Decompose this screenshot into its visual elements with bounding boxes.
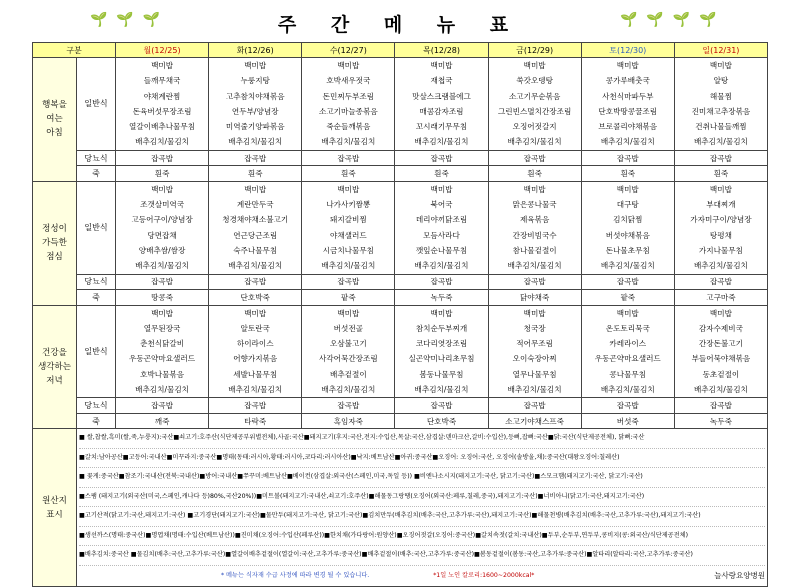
- diabetic-cell: 잡곡밥: [302, 150, 395, 166]
- menu-item: 배추김치/물김치: [600, 385, 655, 395]
- menu-item: 야채계란찜: [143, 91, 181, 101]
- porridge-diet-label: 죽: [77, 290, 116, 306]
- menu-item: 배추김치/물김치: [135, 137, 190, 147]
- menu-item: 사천식마파두부: [602, 91, 654, 101]
- menu-item: 백미밥: [430, 308, 453, 318]
- diabetic-cell: 잡곡밥: [302, 398, 395, 414]
- page-title: 주 간 메 뉴 표: [277, 14, 523, 36]
- menu-item: 매콤감자조림: [419, 106, 464, 116]
- menu-item: 누룽지탕: [240, 76, 270, 86]
- menu-item: 탕평채: [709, 230, 732, 240]
- menu-item: 적어무조림: [516, 339, 553, 349]
- origin-line: ■ 꽃게:중국산■참조기:국내산(전북:국내산)■방어:국내산■쭈꾸미:베트남산■베이컨(삼겹살:외국산(스페인,미국,독일 등)) ■비엔나소시지(돼지고기:국산, 닭고기:국산)■스모크햄(돼지고기:국산, 닭고기:국산): [79, 468, 765, 488]
- menu-item: 조갯살미역국: [140, 200, 185, 210]
- page-header: [0, 0, 800, 42]
- menu-cell: [395, 181, 488, 274]
- menu-item: 참나물겉절이: [512, 245, 557, 255]
- menu-item: 단호박땅콩꿀조림: [598, 106, 658, 116]
- menu-cell: [674, 305, 767, 398]
- meal-porridge-row: [33, 166, 768, 182]
- menu-item: 백미밥: [151, 61, 174, 70]
- meal-label: [33, 305, 77, 429]
- menu-item: 청경채야채소불고기: [222, 215, 289, 225]
- origin-line: ■고기산적(닭고기:국산,돼지고기:국산) ■고기경단(돼지고기:국산)■물만두(돼지고기:국산, 닭고기:국산)■김치만두(배추김치(배추:국산,고추가루:국산),돼지고기:국산)■해물천병(배추김치(배추:국산,고추가루:국산),돼지고기:국산): [79, 507, 765, 527]
- diabetic-cell: 잡곡밥: [488, 398, 581, 414]
- diabetic-cell: 잡곡밥: [488, 274, 581, 290]
- menu-item: 어향가지볶음: [233, 354, 278, 364]
- origin-label-line: 원산지: [42, 495, 67, 506]
- porridge-cell: 땅콩죽: [116, 290, 209, 306]
- origin-line: ■ 쌀,찹쌀,흑미(쌀,죽,누룽지):국산■쇠고기:호주산(식단제공부위별전체),사골:국산■돼지고기(후지:국산,전지:수입산,목살:국산,삼겹살:덴마크산,갈비:수입산),등뼈,잡뼈:국산■닭:국산(식단제공전체), 닭뼈:국산: [79, 429, 765, 449]
- meal-label-line: 아침: [46, 128, 63, 139]
- menu-item: 대구탕: [616, 200, 639, 210]
- menu-item: 부들어묵야채볶음: [691, 354, 751, 364]
- menu-item: 맛살스크램블에그: [412, 91, 471, 101]
- menu-item: 배추김치/물김치: [228, 137, 283, 147]
- porridge-cell: 고구마죽: [674, 290, 767, 306]
- menu-item: 백미밥: [430, 61, 453, 70]
- menu-item: 백미밥: [244, 184, 267, 194]
- day-header-fri: 금(12/29): [488, 43, 581, 58]
- day-header-thu: 목(12/28): [395, 43, 488, 58]
- meal-label-line: 가득한: [42, 238, 67, 249]
- menu-cell: [488, 58, 581, 151]
- menu-item: 배추겉절이: [330, 369, 367, 379]
- menu-item: 우동곤약마요샐러드: [594, 354, 661, 364]
- menu-item: 당면잡채: [147, 230, 177, 240]
- diabetic-cell: 잡곡밥: [581, 274, 674, 290]
- origin-line: ■배추김치:중국산 ■물김치(배추:국산,고추가루:국산)■열갈이배추겉절이(열갈이:국산,고추가루:중국산)■배추겉절이(배추:국산,고추가루:중국산)■봄동겉절이(봄동:국산,고추가루:중국산)■알타리(알타리:국산,고추가루:중국산): [79, 546, 765, 566]
- menu-item: 배추김치/물김치: [693, 261, 748, 271]
- porridge-cell: 소고기야채스프죽: [488, 413, 581, 429]
- porridge-cell: 닭야채죽: [488, 290, 581, 306]
- menu-item: 백미밥: [709, 61, 732, 70]
- meal-diabetic-row: [33, 150, 768, 166]
- menu-item: 버섯야채볶음: [605, 230, 650, 240]
- menu-item: 백미밥: [616, 308, 639, 318]
- menu-item: 세발나물무침: [233, 369, 278, 379]
- menu-item: 꼬시래기무무침: [415, 122, 468, 132]
- diabetic-cell: 잡곡밥: [395, 274, 488, 290]
- day-header-wed: 수(12/27): [302, 43, 395, 58]
- menu-item: 열갈이배추나물무침: [129, 122, 196, 132]
- porridge-cell: 흰죽: [674, 166, 767, 182]
- menu-item: 배추김치/물김치: [507, 385, 562, 395]
- menu-item: 사각어묵간장조림: [319, 354, 378, 364]
- menu-item: 배추김치/물김치: [135, 385, 190, 395]
- meal-diabetic-row: [33, 274, 768, 290]
- menu-item: 봄동나물무침: [419, 369, 464, 379]
- menu-item: 백미밥: [337, 308, 360, 318]
- menu-item: 백미밥: [523, 184, 546, 194]
- menu-item: 코다리엿장조림: [415, 339, 468, 349]
- menu-item: 숙주나물무침: [233, 245, 278, 255]
- calorie-note: *1일 노인 칼로리:1600~2000kcal*: [433, 571, 535, 579]
- meal-general-row: [33, 305, 768, 398]
- menu-item: 백미밥: [244, 308, 267, 318]
- diabetic-cell: 잡곡밥: [302, 274, 395, 290]
- menu-item: 열무된장국: [143, 323, 181, 333]
- diabetic-cell: 잡곡밥: [581, 150, 674, 166]
- general-diet-label: 일반식: [77, 58, 116, 151]
- general-diet-label: 일반식: [77, 181, 116, 274]
- menu-item: 백미밥: [337, 184, 360, 194]
- menu-cell: [674, 181, 767, 274]
- diabetic-cell: 잡곡밥: [674, 150, 767, 166]
- diabetic-cell: 잡곡밥: [116, 398, 209, 414]
- menu-item: 실곤약미나리초무침: [408, 354, 475, 364]
- meal-label-line: 행복을: [42, 100, 67, 111]
- menu-item: 열무나물무침: [512, 369, 557, 379]
- porridge-diet-label: 죽: [77, 413, 116, 429]
- menu-item: 오삼불고기: [330, 339, 367, 349]
- diabetic-diet-label: 당뇨식: [77, 150, 116, 166]
- menu-item: 오이숙장아찌: [512, 354, 557, 364]
- diabetic-cell: 잡곡밥: [674, 398, 767, 414]
- weekly-menu-table: [32, 42, 768, 587]
- meal-general-row: [33, 181, 768, 274]
- menu-item: 배추김치/물김치: [321, 261, 376, 271]
- menu-cell: [302, 305, 395, 398]
- menu-cell: [116, 181, 209, 274]
- menu-cell: [116, 305, 209, 398]
- menu-item: 죽순들깨볶음: [326, 122, 371, 132]
- menu-item: 호박새우젓국: [326, 76, 371, 86]
- menu-item: 배추김치/물김치: [414, 261, 469, 271]
- menu-item: 하이라이스: [236, 339, 274, 349]
- menu-cell: [581, 305, 674, 398]
- diabetic-cell: 잡곡밥: [209, 150, 302, 166]
- porridge-cell: 타락죽: [209, 413, 302, 429]
- menu-item: 백미밥: [523, 61, 546, 70]
- menu-item: 배추김치/물김치: [414, 137, 469, 147]
- menu-item: 돼지갈비찜: [330, 215, 367, 225]
- menu-item: 연근당근조림: [233, 230, 278, 240]
- menu-cell: [395, 58, 488, 151]
- menu-item: 백미밥: [151, 184, 174, 194]
- porridge-cell: 흑임자죽: [302, 413, 395, 429]
- porridge-cell: 녹두죽: [395, 290, 488, 306]
- menu-item: 배추김치/물김치: [414, 385, 469, 395]
- meal-label: [33, 181, 77, 305]
- menu-item: 백미밥: [616, 61, 639, 70]
- porridge-diet-label: 죽: [77, 166, 116, 182]
- menu-cell: [581, 58, 674, 151]
- menu-item: 백미밥: [337, 61, 360, 70]
- menu-item: 간장비빔국수: [512, 230, 557, 240]
- porridge-cell: 팥죽: [302, 290, 395, 306]
- diabetic-diet-label: 당뇨식: [77, 398, 116, 414]
- menu-item: 춘천식닭갈비: [140, 339, 185, 349]
- meal-label-line: 정성이: [42, 224, 67, 235]
- menu-cell: [209, 181, 302, 274]
- menu-cell: [395, 305, 488, 398]
- menu-item: 김치닭찜: [613, 215, 643, 225]
- menu-body: [33, 58, 768, 429]
- menu-change-note: * 메뉴는 식자재 수급 사정에 따라 변경 될 수 있습니다.: [220, 571, 370, 579]
- menu-item: 건취나물들깨찜: [695, 122, 747, 132]
- gubun-header: 구분: [33, 43, 116, 58]
- menu-item: 배추김치/물김치: [600, 137, 655, 147]
- menu-cell: [488, 181, 581, 274]
- menu-item: 알탕: [713, 76, 729, 86]
- menu-item: 소고기무순볶음: [508, 91, 561, 101]
- porridge-cell: 흰죽: [302, 166, 395, 182]
- porridge-cell: 흰죽: [581, 166, 674, 182]
- menu-item: 배추김치/물김치: [321, 137, 376, 147]
- menu-item: 온도토리묵국: [605, 323, 650, 333]
- menu-item: 해물찜: [709, 91, 732, 101]
- menu-item: 부대찌개: [706, 200, 736, 210]
- menu-item: 미역줄기양파볶음: [225, 122, 285, 132]
- porridge-cell: 흰죽: [116, 166, 209, 182]
- menu-item: 나가사키짬뽕: [326, 200, 371, 210]
- menu-item: 백미밥: [151, 308, 174, 318]
- porridge-cell: 버섯죽: [581, 413, 674, 429]
- meal-diabetic-row: [33, 398, 768, 414]
- menu-cell: [209, 305, 302, 398]
- origin-line: ■생선까스(명태:중국산)■명엽채(명태:수입산(베트남산))■진미채(오징어:수입산(페루산))■한치채(가다랑어:원양산)■오징어젓갈(오징어:중국산)■갈치속젓(갈치:국내산)■두부,순두부,연두부,콩비지(콩:외국산/식단제공전체): [79, 527, 765, 547]
- menu-item: 백미밥: [709, 184, 732, 194]
- diabetic-cell: 잡곡밥: [674, 274, 767, 290]
- day-header-sun: 일(12/31): [674, 43, 767, 58]
- diabetic-cell: 잡곡밥: [209, 398, 302, 414]
- menu-item: 고등어구이/양념장: [131, 215, 193, 225]
- porridge-cell: 깨죽: [116, 413, 209, 429]
- porridge-cell: 흰죽: [209, 166, 302, 182]
- menu-item: 양배추쌈/쌈장: [138, 245, 186, 255]
- porridge-cell: 녹두죽: [674, 413, 767, 429]
- meal-label-line: 건강을: [42, 347, 67, 358]
- menu-item: 동초겉절이: [702, 369, 740, 379]
- menu-item: 백미밥: [709, 308, 732, 318]
- origin-line: ■갈치:남아공산■고등어:국내산■미꾸라지:중국산■명태(동태:러시아,황태:러시아,코다리:러시아산)■낙지:베트남산■아귀:중국산■오징어: 오징어:국산, 오징어(솔방울,채):중국산(대왕오징어:칠레산): [79, 449, 765, 469]
- origin-label: [33, 429, 77, 587]
- menu-item: 그린빈스멸치간장조림: [497, 106, 572, 116]
- meal-label-line: 생각하는: [38, 361, 71, 372]
- meal-label-line: 점심: [46, 252, 63, 263]
- menu-item: 깻잎순나물무침: [415, 245, 468, 255]
- origin-line: ■스팸 (돼지고기(외국산(미국,스페인,캐나다 등)80%,국산20%))■미트볼(돼지고기:국내산,쇠고기:호주산)■해물동그랑땡(오징어(외국산:페루,칠레,중국),돼지고기:국산)■너비아니(닭고기:국산,돼지고기:국산): [79, 488, 765, 508]
- diabetic-cell: 잡곡밥: [209, 274, 302, 290]
- diabetic-diet-label: 당뇨식: [77, 274, 116, 290]
- menu-item: 콩나물무침: [609, 369, 647, 379]
- menu-item: 맑은콩나물국: [512, 200, 557, 210]
- menu-item: 배추김치/물김치: [507, 137, 562, 147]
- meal-porridge-row: [33, 413, 768, 429]
- menu-cell: [674, 58, 767, 151]
- menu-item: 배추김치/물김치: [693, 385, 748, 395]
- menu-item: 재첩국: [430, 76, 453, 86]
- menu-item: 백미밥: [430, 184, 453, 194]
- menu-item: 참치순두부찌개: [415, 323, 468, 333]
- meal-label-line: 저녁: [46, 375, 63, 386]
- menu-item: 버섯전골: [333, 323, 364, 333]
- menu-item: 배추김치/물김치: [135, 261, 190, 271]
- origin-text: [77, 429, 768, 587]
- menu-item: 돈민찌두부조림: [322, 91, 375, 101]
- meal-label-line: 여는: [46, 114, 63, 125]
- menu-item: 돈육버섯무장조림: [132, 106, 192, 116]
- menu-item: 배추김치/물김치: [228, 385, 283, 395]
- menu-cell: [581, 181, 674, 274]
- menu-item: 알토란국: [240, 323, 270, 333]
- menu-item: 우동곤약마요샐러드: [129, 354, 196, 364]
- menu-item: 브로콜리야채볶음: [598, 122, 658, 132]
- menu-item: 간장돈불고기: [698, 339, 743, 349]
- sprout-icons-right: 🌱🌱🌱🌱: [620, 12, 726, 28]
- menu-item: 백미밥: [616, 184, 639, 194]
- general-diet-label: 일반식: [77, 305, 116, 398]
- menu-item: 배추김치/물김치: [228, 261, 283, 271]
- meal-porridge-row: [33, 290, 768, 306]
- diabetic-cell: 잡곡밥: [395, 398, 488, 414]
- menu-item: 시금치나물무침: [322, 245, 375, 255]
- meal-label: [33, 58, 77, 182]
- menu-item: 백미밥: [244, 61, 267, 70]
- menu-cell: [209, 58, 302, 151]
- diabetic-cell: 잡곡밥: [116, 274, 209, 290]
- menu-item: 콩가루배춧국: [605, 76, 650, 86]
- menu-item: 데리야끼닭조림: [415, 215, 468, 225]
- menu-item: 연두부/양념장: [231, 106, 279, 116]
- origin-label-line: 표시: [46, 509, 63, 520]
- menu-item: 계란만두국: [236, 200, 274, 210]
- day-header-mon: 월(12/25): [116, 43, 209, 58]
- diabetic-cell: 잡곡밥: [116, 150, 209, 166]
- menu-cell: [116, 58, 209, 151]
- menu-item: 쑥갓오뎅탕: [516, 76, 553, 86]
- porridge-cell: 단호박죽: [395, 413, 488, 429]
- menu-item: 야채샐러드: [330, 230, 367, 240]
- menu-item: 감자수제비국: [698, 323, 743, 333]
- origin-section: [33, 429, 768, 587]
- menu-item: 오징어젓갈지: [512, 122, 557, 132]
- porridge-cell: 흰죽: [395, 166, 488, 182]
- menu-item: 돈나물초무침: [605, 245, 650, 255]
- menu-item: 들깨무채국: [143, 76, 181, 86]
- origin-footer: [79, 566, 765, 586]
- menu-item: 고추참치야채볶음: [225, 91, 285, 101]
- sprout-icons-left: 🌱🌱🌱: [90, 12, 170, 28]
- meal-general-row: [33, 58, 768, 151]
- porridge-cell: 흰죽: [488, 166, 581, 182]
- day-header-sat: 토(12/30): [581, 43, 674, 58]
- day-header-row: [33, 43, 768, 58]
- porridge-cell: 팥죽: [581, 290, 674, 306]
- menu-item: 가자미구이/양념장: [690, 215, 752, 225]
- menu-item: 소고기마늘종볶음: [319, 106, 378, 116]
- menu-item: 배추김치/물김치: [693, 137, 748, 147]
- menu-cell: [302, 58, 395, 151]
- menu-cell: [302, 181, 395, 274]
- menu-item: 배추김치/물김치: [507, 261, 562, 271]
- porridge-cell: 단호박죽: [209, 290, 302, 306]
- diabetic-cell: 잡곡밥: [395, 150, 488, 166]
- day-header-tue: 화(12/26): [209, 43, 302, 58]
- hospital-name: 늘사랑요양병원: [714, 570, 765, 580]
- menu-item: 카레라이스: [609, 339, 647, 349]
- menu-cell: [488, 305, 581, 398]
- menu-item: 제육볶음: [519, 215, 550, 225]
- menu-item: 가지나물무침: [698, 245, 743, 255]
- menu-item: 모듬사라다: [423, 230, 460, 240]
- menu-item: 청국장: [523, 323, 546, 333]
- menu-item: 배추김치/물김치: [600, 261, 655, 271]
- menu-item: 진미채고추장볶음: [691, 106, 751, 116]
- menu-item: 백미밥: [523, 308, 546, 318]
- diabetic-cell: 잡곡밥: [581, 398, 674, 414]
- menu-item: 배추김치/물김치: [321, 385, 376, 395]
- menu-item: 북어국: [430, 200, 453, 210]
- diabetic-cell: 잡곡밥: [488, 150, 581, 166]
- menu-item: 호박나물볶음: [140, 369, 185, 379]
